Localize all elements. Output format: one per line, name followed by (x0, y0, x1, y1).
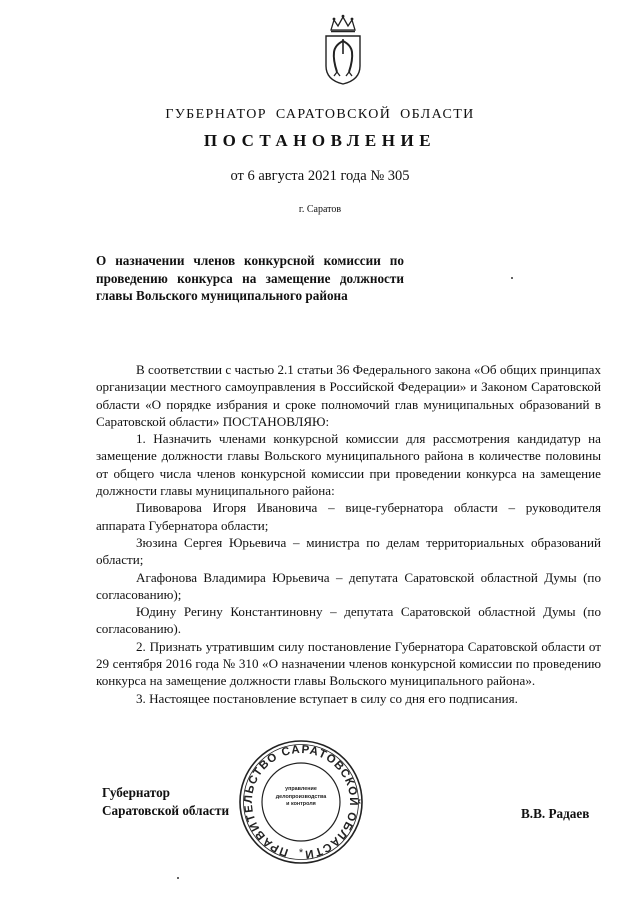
seal-inner-line: делопроизводства (275, 793, 327, 800)
document-type: ПОСТАНОВЛЕНИЕ (203, 131, 437, 150)
document-date-number: от 6 августа 2021 года № 305 (230, 168, 410, 184)
body-paragraph: Юдину Регину Константиновну – депутата Саратовской областной Думы (по согласованию). (96, 604, 601, 637)
body-paragraph: 3. Настоящее постановление вступает в силу со дня его подписания. (136, 690, 518, 706)
document-city: г. Саратов (298, 204, 342, 215)
document-body (96, 361, 601, 707)
seal-inner-text (270, 786, 332, 809)
signatory-title (102, 784, 229, 820)
body-paragraph: В соответствии с частью 2.1 статьи 36 Федерального закона «Об общих принципах организации местного самоуправления в Российской Федерации» и Законом Саратовской области «О порядке избрания и сроке полномочий глав муниципальных образований в Саратовской области» ПОСТАНОВЛЯЮ: (96, 362, 601, 429)
seal-ring-text: ПРАВИТЕЛЬСТВО САРАТОВСКОЙ ОБЛАСТИ (242, 743, 360, 861)
seal-inner-line: и контроля (286, 801, 316, 807)
scan-speck (177, 877, 179, 879)
signatory-name: В.В. Радаев (521, 806, 590, 821)
seal-star: * (298, 847, 304, 859)
scan-speck (511, 277, 513, 279)
body-paragraph: Зюзина Сергея Юрьевича – министра по делам территориальных образований области; (96, 534, 601, 568)
coat-of-arms-icon (322, 14, 364, 86)
body-paragraph: Пивоварова Игоря Ивановича – вице-губернатора области – руководителя аппарата Губернатора области; (96, 500, 601, 533)
signatory-title-line: Губернатор (102, 785, 170, 800)
governor-title: ГУБЕРНАТОР САРАТОВСКОЙ ОБЛАСТИ (165, 107, 475, 122)
document-subject: О назначении членов конкурсной комиссии по проведению конкурса на замещение должности главы Вольского муниципального района (96, 253, 404, 303)
body-paragraph: Агафонова Владимира Юрьевича – депутата Саратовской областной Думы (по согласованию); (96, 569, 601, 602)
body-paragraph: 1. Назначить членами конкурсной комиссии для рассмотрения кандидатур на замещение должности главы Вольского муниципального района в количестве половины от общего числа членов конкурсной комиссии при проведении конкурса на замещение должности главы муниципального района: (96, 431, 601, 499)
signatory-title-line: Саратовской области (102, 803, 230, 818)
seal-inner-line: управление (285, 786, 317, 792)
body-paragraph: 2. Признать утратившим силу постановление Губернатора Саратовской области от 29 сентября 2016 года № 310 «О назначении членов конкурсной комиссии по проведению конкурса на замещение должности главы Вольского муниципального района». (96, 638, 601, 689)
